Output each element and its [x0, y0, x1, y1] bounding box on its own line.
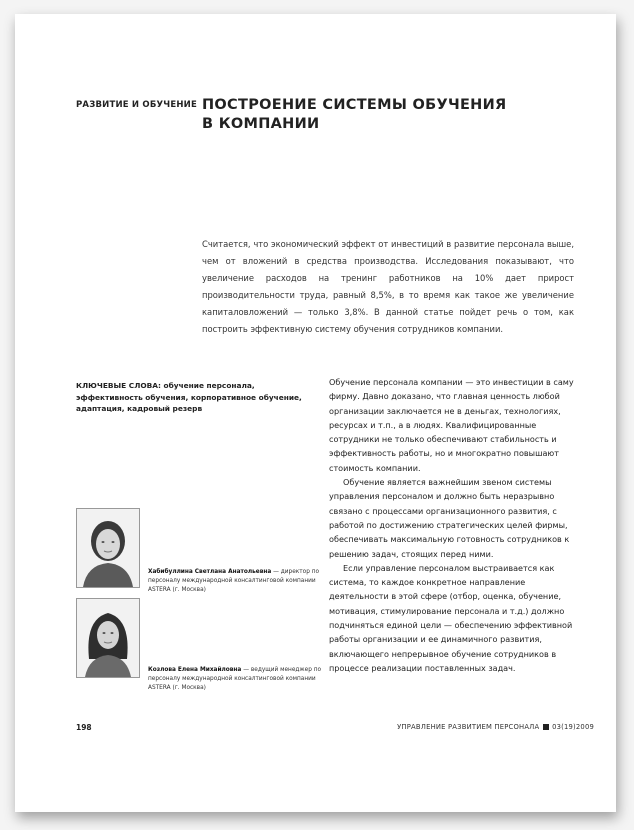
footer-journal: УПРАВЛЕНИЕ РАЗВИТИЕМ ПЕРСОНАЛА	[397, 723, 540, 731]
lead-paragraph: Считается, что экономический эффект от инвестиций в развитие персонала выше, чем от вложений в средства производства. Исследования показывают, что увеличение расходов на тренинг работников на 10% дает прирост производительности труда, равный 8,5%, в то время как такое же увеличение капиталовложений — только 3,8%. В данной статье пойдет речь о том, как построить эффективную систему обучения сотрудников компании.	[202, 239, 574, 334]
section-label: РАЗВИТИЕ И ОБУЧЕНИЕ	[76, 100, 197, 110]
title-line-1: ПОСТРОЕНИЕ СИСТЕМЫ ОБУЧЕНИЯ	[202, 97, 507, 113]
article-body	[329, 375, 575, 675]
author-caption-1	[148, 568, 326, 595]
author-role-2: — ведущий менеджер по персоналу международной консалтинговой компании ASTERA (г. Москва)	[148, 667, 322, 691]
page-number: 198	[76, 723, 92, 732]
author-name-2: Козлова Елена Михайловна	[148, 667, 242, 673]
body-paragraph-2: Обучение является важнейшим звеном системы управления персоналом и должно быть неразрывно связано с процессами организационного развития, с работой по достижению стратегических целей фирмы, обеспечивать максимальную готовность сотрудников к решению задач, стоящих перед ними.	[329, 477, 570, 559]
body-paragraph-3: Если управление персоналом выстраивается как система, то каждое конкретное направление деятельности в этой сфере (отбор, оценка, обучение, мотивация, стимулирование персонала и т.д.) должно подчиняться единой цели — обеспечению эффективной работы организации и ее динамичного развития, включающего непрерывное обучение сотрудников в процессе реализации поставленных задач.	[329, 562, 573, 673]
body-paragraph-1: Обучение персонала компании — это инвестиции в саму фирму. Давно доказано, что главная ценность любой организации заключается не в деньгах, технологиях, ресурсах и т.п., а в людях. Квалифицированные сотрудники не только обеспечивают стабильность и эффективность работы, но и многократно повышают стоимость компании.	[329, 377, 574, 473]
keywords: КЛЮЧЕВЫЕ СЛОВА: обучение персонала, эффективность обучения, корпоративное обучение, адаптация, кадровый резерв	[76, 381, 302, 413]
author-role-1: — директор по персоналу международной консалтинговой компании ASTERA (г. Москва)	[148, 569, 320, 593]
portrait-icon	[77, 509, 139, 587]
author-caption-2	[148, 666, 326, 693]
title-line-2: В КОМПАНИИ	[202, 116, 320, 132]
footer-issue: 03(19)2009	[552, 723, 594, 731]
footer	[397, 723, 594, 731]
author-photo-2	[76, 598, 140, 678]
portrait-icon	[77, 599, 139, 677]
author-photo-1	[76, 508, 140, 588]
article-title	[202, 96, 532, 134]
author-name-1: Хабибуллина Светлана Анатольевна	[148, 569, 272, 575]
square-separator-icon	[543, 724, 549, 730]
